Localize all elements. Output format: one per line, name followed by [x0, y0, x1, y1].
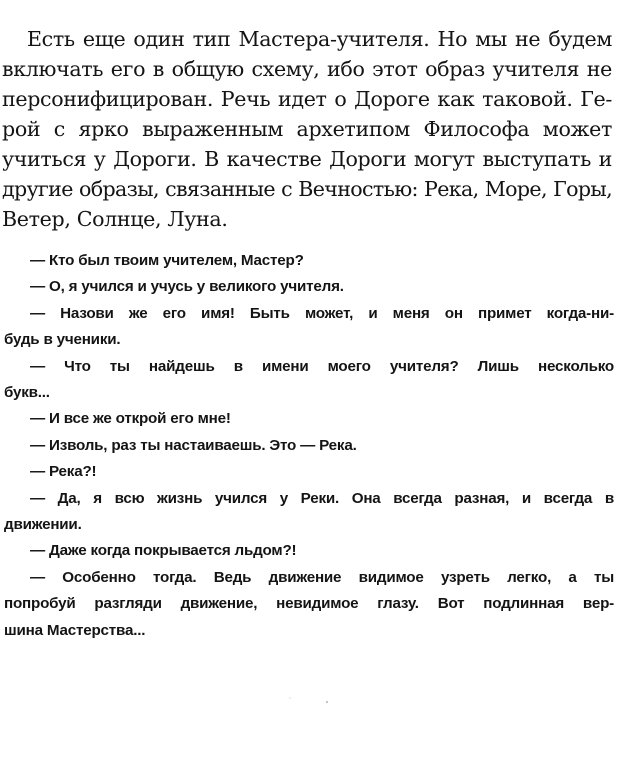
intro-line: учиться у Дороги. В качестве Дороги могут выступать и [2, 147, 612, 171]
dialogue-line: — Даже когда покрывается льдом?! [30, 542, 297, 560]
dialogue-line: — Назови же его имя! Быть может, и меня он примет когда-ни- [30, 304, 614, 322]
scan-speck [289, 697, 290, 698]
dialogue-line: будь в ученики. [4, 331, 121, 349]
dialogue-line: попробуй разгляди движение, невидимое глазу. Вот подлинная вер- [4, 595, 614, 613]
dialogue-line: — Изволь, раз ты настаиваешь. Это — Река. [30, 436, 357, 454]
intro-line: другие образы, связанные с Вечностью: Река, Море, Горы, [2, 177, 612, 201]
dialogue-line: шина Мастерства... [4, 621, 146, 639]
dialogue-line: — О, я учился и учусь у великого учителя. [30, 278, 344, 296]
intro-line: рой с ярко выраженным архетипом Философа может [2, 117, 612, 141]
dialogue-line: — Что ты найдешь в имени моего учителя? Лишь несколько [30, 357, 614, 375]
scan-speck [326, 701, 328, 703]
intro-line: персонифицирован. Речь идет о Дороге как таковой. Ге- [2, 87, 612, 111]
dialogue-line: — И все же открой его мне! [30, 410, 231, 428]
intro-line: Ветер, Солнце, Луна. [2, 207, 228, 231]
dialogue-line: — Кто был твоим учителем, Мастер? [30, 252, 304, 269]
intro-line: Есть еще один тип Мастера-учителя. Но мы не будем [27, 27, 612, 51]
intro-line: включать его в общую схему, ибо этот образ учителя не [2, 57, 612, 81]
dialogue-line: движении. [4, 516, 82, 534]
dialogue-line: — Особенно тогда. Ведь движение видимое узреть легко, а ты [30, 568, 614, 586]
dialogue-line: — Река?! [30, 463, 97, 481]
dialogue-line: букв... [4, 384, 50, 402]
dialogue-line: — Да, я всю жизнь учился у Реки. Она всегда разная, и всегда в [30, 489, 614, 507]
